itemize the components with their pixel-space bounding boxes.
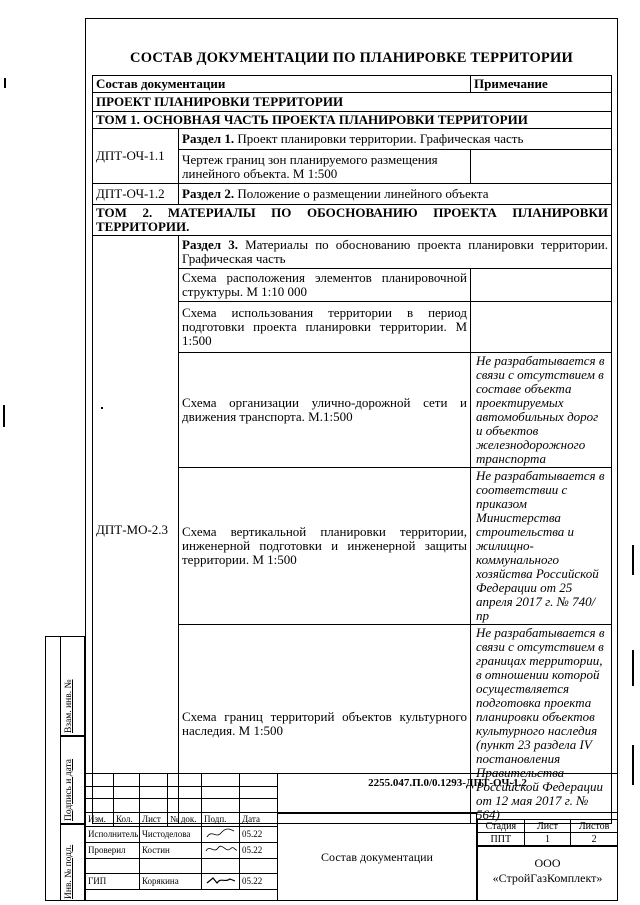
row-text: Схема использования территории в период подготовки проекта планировки территории. М 1:500 [179, 302, 471, 353]
header-composition: Состав документации [93, 76, 471, 93]
stage-header: Стадия [478, 820, 525, 833]
sheet-value: 1 [524, 833, 571, 846]
signature-mark [204, 843, 238, 855]
razdel2-row [179, 184, 612, 205]
project-heading: ПРОЕКТ ПЛАНИРОВКИ ТЕРРИТОРИИ [93, 93, 612, 112]
row-text: Схема вертикальной планировки территории, инженерной подготовки и инженерной защиты территории. М 1:500 [179, 468, 471, 625]
hdr-kol: Кол. [114, 813, 140, 827]
person-name: Костин [140, 843, 202, 859]
header-note: Примечание [471, 76, 612, 93]
date: 05.22 [240, 874, 278, 890]
people-row [86, 874, 278, 890]
role: Проверил [86, 843, 140, 859]
chertezh-note [471, 150, 612, 184]
razdel3-row [179, 236, 612, 269]
scan-mark [632, 650, 634, 686]
scan-mark [3, 405, 5, 427]
row-note: Не разрабатывается в соответствии с приказом Министерства строительства и жилищно-коммунального хозяйства Российской Федерации от 25 апреля 2017 г. № 740/пр [471, 468, 612, 625]
row-text: Схема расположения элементов планировочной структуры. М 1:10 000 [179, 269, 471, 302]
stage-value: ППТ [478, 833, 525, 846]
date: 05.22 [240, 843, 278, 859]
sheets-header: Листов [571, 820, 618, 833]
tom1-heading: ТОМ 1. ОСНОВНАЯ ЧАСТЬ ПРОЕКТА ПЛАНИРОВКИ ТЕРРИТОРИИ [93, 112, 612, 129]
code-mo-2-3: ДПТ-МО-2.3 [93, 236, 179, 824]
chertezh-cell: Чертеж границ зон планируемого размещения линейного объекта. М 1:500 [179, 150, 471, 184]
razdel3-label: Раздел 3. [182, 237, 238, 252]
role: ГИП [86, 874, 140, 890]
side-podp [60, 736, 85, 824]
hdr-izm: Изм. [86, 813, 114, 827]
hdr-ndoc: № док. [168, 813, 202, 827]
row-note: Не разрабатывается в связи с отсутствием в составе объекта проектируемых автомобильных дорог и объектов железнодорожного транспорта [471, 353, 612, 468]
razdel1-row [179, 129, 612, 150]
page-title: СОСТАВ ДОКУМЕНТАЦИИ ПО ПЛАНИРОВКЕ ТЕРРИТОРИИ [130, 50, 573, 66]
side-inv [60, 824, 85, 901]
revision-header [86, 813, 278, 827]
hdr-data: Дата [240, 813, 278, 827]
inv-label: Инв. № подл. [64, 844, 74, 899]
signature [202, 874, 240, 890]
role: Исполнитель [86, 827, 140, 843]
code-oc-1-1: ДПТ-ОЧ-1.1 [93, 129, 179, 184]
doc-name: Состав документации [277, 813, 477, 901]
vzam-label: Взам. инв. № [64, 679, 74, 733]
row-text: Схема организации улично-дорожной сети и движения транспорта. М.1:500 [179, 353, 471, 468]
hdr-list: Лист [140, 813, 168, 827]
razdel1-label: Раздел 1. [182, 131, 235, 146]
person-name: Корякина [140, 874, 202, 890]
scan-mark [632, 545, 634, 575]
side-strip [45, 636, 60, 901]
row-note [471, 302, 612, 353]
org-name: «СтройГазКомплект» [492, 871, 603, 885]
people-row [86, 827, 278, 843]
signature-mark [204, 874, 238, 886]
razdel2-text: Положение о размещении линейного объекта [234, 186, 489, 201]
revision-grid [85, 773, 278, 890]
scan-mark [4, 78, 6, 88]
table-header [93, 76, 612, 93]
doc-code: 2255.047.П.0/0.1293-ДПТ-ОЧ-1.2 [277, 773, 618, 813]
row-text: Схема границ территорий объектов культурного наследия. М 1:500 [179, 625, 471, 824]
title-block [85, 773, 618, 901]
side-vzam [60, 636, 85, 736]
razdel1-text: Проект планировки территории. Графическая часть [234, 131, 524, 146]
signature-mark [204, 827, 238, 839]
people-row [86, 843, 278, 859]
row-note [471, 269, 612, 302]
hdr-podp: Подп. [202, 813, 240, 827]
org-form: ООО [534, 856, 561, 870]
row-note: Не разрабатывается в связи с отсутствием в границах территории, в отношении которой осуществляется подготовка проекта планировки объектов культурного наследия (пункт 23 раздела IV постановления Правительства Российской Федерации от 12 мая 2017 г. № 564) [471, 625, 612, 824]
stage-grid [477, 819, 618, 846]
code-oc-1-2: ДПТ-ОЧ-1.2 [93, 184, 179, 205]
signature [202, 843, 240, 859]
sheets-value: 2 [571, 833, 618, 846]
sheet-header: Лист [524, 820, 571, 833]
person-name: Чистоделова [140, 827, 202, 843]
tom2-heading: ТОМ 2. МАТЕРИАЛЫ ПО ОБОСНОВАНИЮ ПРОЕКТА ПЛАНИРОВКИ ТЕРРИТОРИИ. [93, 205, 612, 236]
organization [477, 846, 618, 901]
documentation-table [92, 75, 612, 824]
razdel3-text: Материалы по обоснованию проекта планировки территории. Графическая часть [182, 237, 608, 266]
scan-mark [632, 745, 634, 785]
scan-dot [101, 407, 103, 409]
signature [202, 827, 240, 843]
podp-label: Подпись и дата [64, 758, 74, 821]
razdel2-label: Раздел 2. [182, 186, 235, 201]
date: 05.22 [240, 827, 278, 843]
